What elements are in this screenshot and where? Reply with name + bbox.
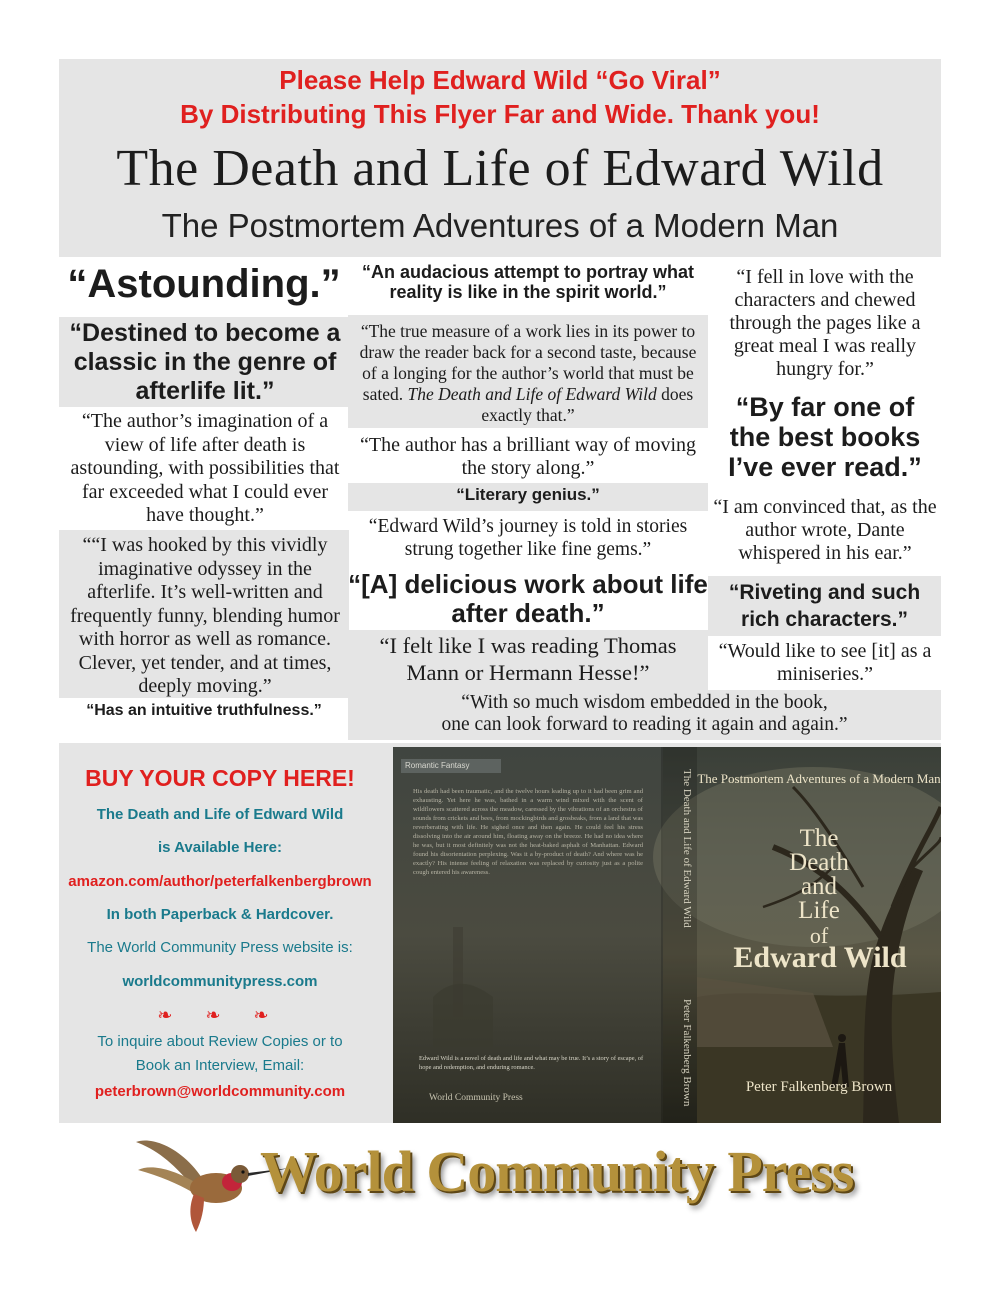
review-by-far: “By far one of the best books I’ve ever read.”: [728, 392, 922, 482]
review-wisdom: [348, 692, 941, 736]
review-measure-book-title: The Death and Life of Edward Wild: [407, 384, 657, 404]
website-link[interactable]: worldcommunitypress.com: [122, 973, 318, 990]
cover-front-title-of: of: [809, 923, 829, 948]
book-title: The Death and Life of Edward Wild: [116, 140, 884, 197]
cover-front-title-name: Edward Wild: [733, 941, 907, 974]
buy-available: is Available Here:: [158, 839, 282, 856]
ornament-icons: ❧ ❧ ❧: [157, 1005, 283, 1025]
review-brilliant: “The author has a brilliant way of moving the story along.”: [359, 434, 696, 479]
cover-front-title-line: and: [800, 873, 838, 900]
book-subtitle: The Postmortem Adventures of a Modern Man: [161, 207, 839, 244]
inquire-line-2: Book an Interview, Email:: [135, 1057, 305, 1074]
review-audacious: “An audacious attempt to portray what reality is like in the spirit world.”: [361, 262, 695, 302]
inquire-line-1: To inquire about Review Copies or to: [97, 1033, 343, 1050]
review-wisdom-line-1: “With so much wisdom embedded in the book,: [461, 692, 828, 713]
cover-back-excerpt: His death had been traumatic, and the twelve hours leading up to it had been grim and exhausting. Yet here he was, bathed in a warm wind mixed with the scent of wildflowers scattered across the meadow, caressed by the vibrations of an orchestra of sounds from crickets and bees, from mockingbirds and grosbeaks, from a land that was reverberating with life. He sighed once and then again. He could feel his stress dissolving into the air around him, floating away on the breeze. He had no idea where he was, but it most definitely was not the heat-baked asphalt of Manhattan. Edward found his disorientation perplexing. Was it a by-product of death? And where was he exactly? His intense feeling of relaxation was replaced by curiosity just as a polite cough entered his awareness.: [413, 788, 643, 876]
buy-title: BUY YOUR COPY HERE!: [85, 765, 355, 791]
review-wisdom-panel: [348, 690, 941, 740]
review-measure-panel: [348, 315, 708, 428]
review-intuitive: “Has an intuitive truthfulness.”: [86, 702, 322, 719]
review-hooked-panel: [59, 530, 349, 698]
cover-spine-title: The Death and Life of Edward Wild: [681, 769, 693, 928]
cover-back-blurb: Edward Wild is a novel of death and life and what may be true. It’s a story of escape, of hope and redemption, and enduring romance.: [419, 1055, 644, 1071]
review-hooked: ““I was hooked by this vividly imaginative odyssey in the afterlife. It’s well-written and frequently funny, blending humor with horror as well as romance. Clever, yet tender, and at times, deeply moving.”: [70, 534, 340, 697]
review-measure: [356, 321, 700, 426]
cover-front-title: [709, 827, 929, 923]
amazon-link[interactable]: amazon.com/author/peterfalkenbergbrown: [68, 873, 372, 890]
header-banner: [59, 59, 941, 257]
review-genius-panel: [348, 483, 708, 511]
review-imagination: “The author’s imagination of a view of life after death is astounding, with possibilities that far exceeded what I could ever have thought.”: [70, 410, 340, 526]
email-link[interactable]: peterbrown@worldcommunity.com: [94, 1083, 346, 1100]
buy-book-title: The Death and Life of Edward Wild: [96, 806, 344, 823]
review-measure-post: does exactly that.”: [481, 384, 694, 425]
viral-line-1: Please Help Edward Wild “Go Viral”: [279, 65, 721, 95]
cover-front-title-line: Death: [789, 849, 849, 876]
cover-front-title-line: The: [799, 825, 839, 852]
review-destined-panel: [59, 317, 349, 407]
website-label: The World Community Press website is:: [87, 939, 353, 956]
review-destined: “Destined to become a classic in the genre of afterlife lit.”: [69, 319, 341, 405]
review-genius: “Literary genius.”: [456, 485, 600, 504]
cover-front-subtitle: The Postmortem Adventures of a Modern Man: [697, 771, 941, 786]
publisher-logo-text: World Community Press: [260, 1139, 854, 1204]
review-thomas-panel: [348, 630, 708, 693]
review-miniseries: “Would like to see [it] as a miniseries.”: [718, 640, 932, 685]
book-cover-image: [393, 747, 941, 1123]
review-thomas: “I felt like I was reading Thomas Mann or Hermann Hesse!”: [379, 633, 677, 685]
review-astounding: “Astounding.”: [67, 262, 341, 306]
cover-back-publisher: World Community Press: [429, 1093, 523, 1103]
cover-spine-author: Peter Falkenberg Brown: [681, 999, 693, 1107]
review-delicious: “[A] delicious work about life after death.”: [348, 569, 708, 628]
review-wisdom-line-2: one can look forward to reading it again and again.”: [441, 714, 848, 735]
cover-front-author: Peter Falkenberg Brown: [745, 1079, 893, 1095]
review-convinced: “I am convinced that, as the author wrote, Dante whispered in his ear.”: [713, 496, 937, 564]
review-riveting-panel: [708, 576, 941, 636]
review-riveting: “Riveting and such rich characters.”: [728, 581, 921, 631]
buy-formats: In both Paperback & Hardcover.: [106, 906, 334, 923]
review-measure-pre: “The true measure of a work lies in its power to draw the reader back for a second taste, because of a longing for the author’s world that must be sated.: [359, 321, 697, 404]
cover-front-title-line: Life: [798, 897, 840, 924]
viral-line-2: By Distributing This Flyer Far and Wide. Thank you!: [180, 99, 820, 129]
cover-genre-label: Romantic Fantasy: [401, 759, 501, 773]
review-fell-in-love: “I fell in love with the characters and chewed through the pages like a great meal I was really hungry for.”: [729, 266, 921, 380]
review-journey: “Edward Wild’s journey is told in stories strung together like fine gems.”: [368, 516, 688, 560]
